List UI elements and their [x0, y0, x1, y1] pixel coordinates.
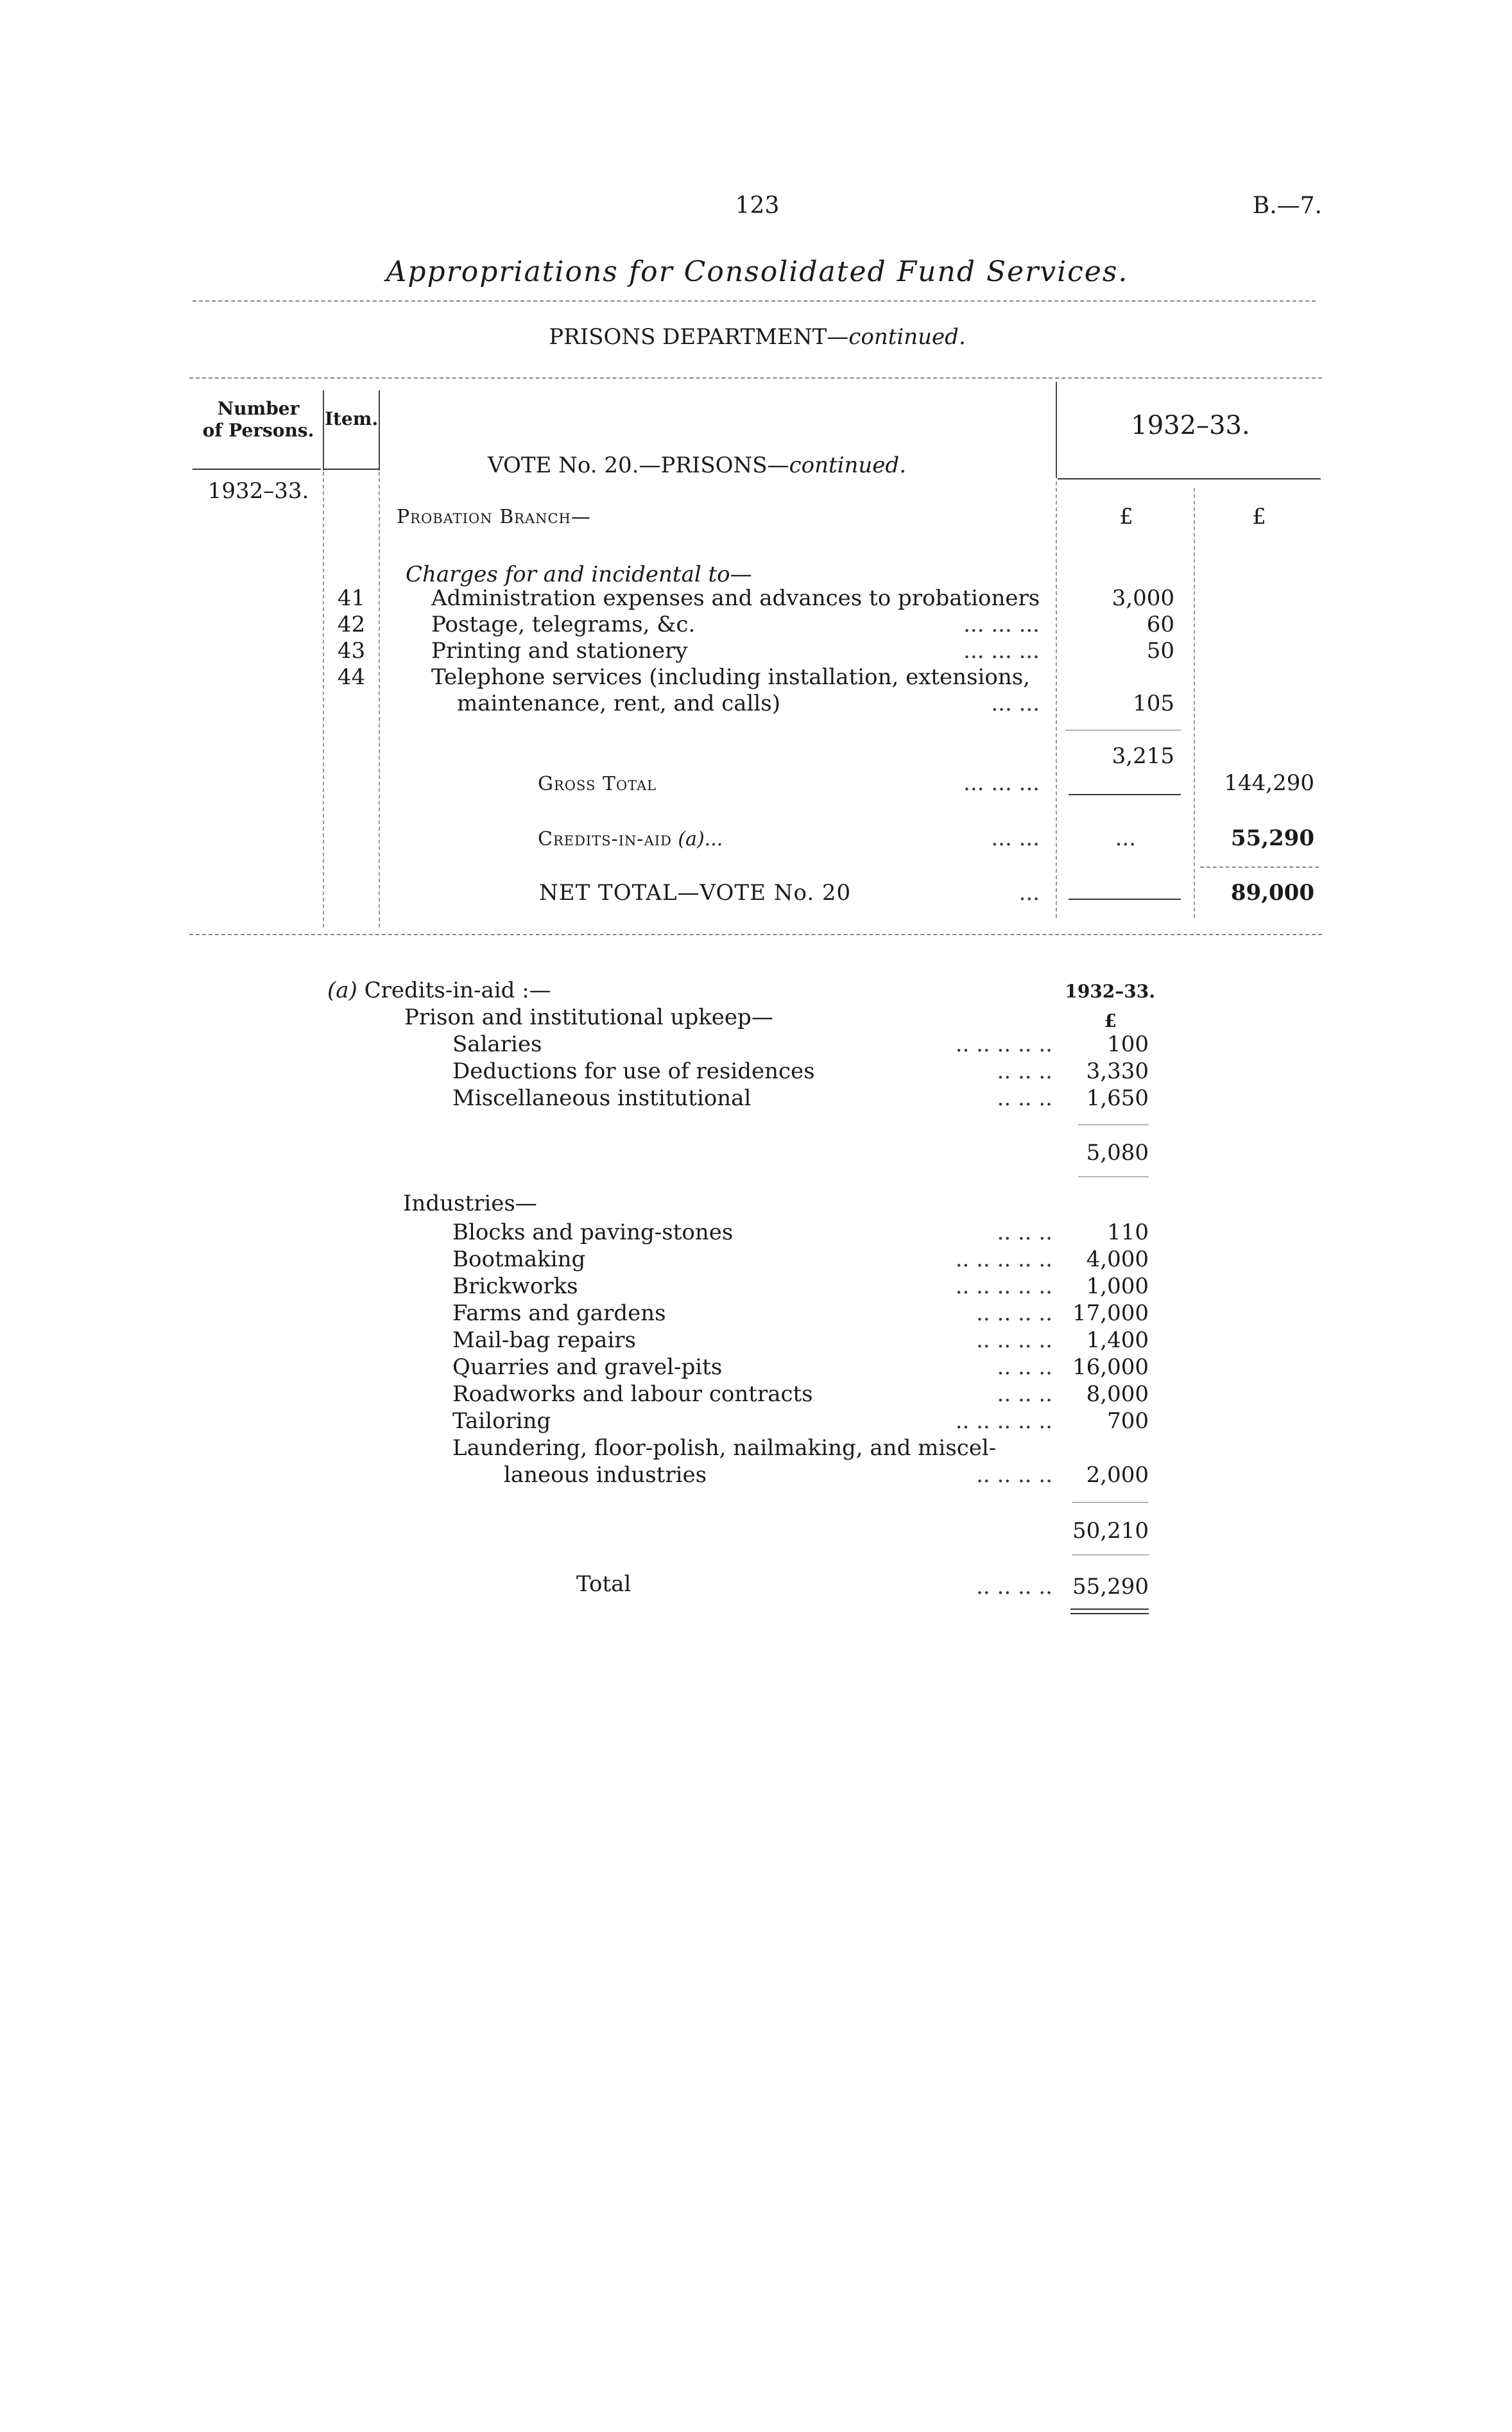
- description-divider-lower: [379, 472, 380, 927]
- department-heading: [385, 324, 1130, 350]
- credits-in-aid: [538, 828, 723, 850]
- amount-column-divider: [1056, 481, 1057, 918]
- upkeep-label: Deductions for use of residences: [452, 1058, 815, 1084]
- department-name: PRISONS DEPARTMENT—: [549, 324, 849, 350]
- number-of-persons-line2: of Persons.: [202, 420, 314, 441]
- branch-title: Probation Branch—: [397, 506, 591, 528]
- industries-total-rule: [1072, 1502, 1149, 1503]
- credits-in-aid-leaders: ... ...: [991, 825, 1040, 851]
- grand-total-amount: 55,290: [1072, 1574, 1149, 1600]
- credits-in-aid-label: Credits-in-aid: [538, 828, 672, 850]
- industry-leaders: .. .. ..: [997, 1354, 1052, 1380]
- item-amount: 60: [1146, 612, 1174, 637]
- item-number: 41: [337, 585, 366, 611]
- upkeep-amount: 3,330: [1086, 1058, 1149, 1084]
- item-header: Item.: [324, 408, 379, 429]
- gross-total-leaders: ... ... ...: [963, 770, 1040, 796]
- industry-amount: 8,000: [1086, 1381, 1149, 1407]
- page-number: 123: [735, 193, 780, 219]
- amount-column-divider-upper: [1056, 382, 1057, 478]
- item-label: Postage, telegrams, &c.: [431, 612, 696, 637]
- industry-amount: 700: [1107, 1408, 1149, 1434]
- industry-label: Laundering, floor-polish, nailmaking, and miscel-: [452, 1435, 997, 1461]
- vote-heading: [488, 453, 906, 478]
- industry-leaders: .. .. .. .. ..: [955, 1408, 1052, 1434]
- title-rule: [193, 300, 1316, 302]
- net-total-label: NET TOTAL—VOTE No. 20: [539, 880, 852, 906]
- charges-heading: Charges for and incidental to—: [406, 562, 752, 587]
- net-total-leaders: ...: [1018, 880, 1040, 906]
- item-label-continued: maintenance, rent, and calls): [457, 691, 780, 716]
- item-leaders: ... ... ...: [963, 638, 1040, 664]
- item-amount: 105: [1133, 691, 1174, 716]
- net-total-amount: 89,000: [1230, 880, 1314, 906]
- document-reference: B.—7.: [1252, 193, 1322, 219]
- number-of-persons-line1: Number: [217, 398, 300, 419]
- industry-leaders: .. .. .. .. ..: [955, 1273, 1052, 1299]
- industry-amount: 1,000: [1086, 1273, 1149, 1299]
- page-title: Appropriations for Consolidated Fund Services.: [386, 255, 1129, 288]
- footnote-pound-sign: £: [1104, 1010, 1117, 1031]
- footnote-title: Credits-in-aid :—: [364, 978, 551, 1003]
- industry-amount: 16,000: [1072, 1354, 1149, 1380]
- footnote-intro: [327, 978, 551, 1003]
- industry-amount: 2,000: [1086, 1462, 1149, 1488]
- vote-title: VOTE No. 20.—PRISONS—: [488, 453, 789, 478]
- item-amount: 3,000: [1112, 585, 1174, 611]
- industry-leaders: .. .. .. ..: [976, 1462, 1052, 1488]
- grand-total-double-rule-1: [1070, 1608, 1149, 1610]
- grand-total-leaders: .. .. .. ..: [976, 1574, 1052, 1600]
- industry-label: Bootmaking: [452, 1246, 586, 1272]
- item-header-rule: [324, 469, 379, 470]
- pound-sign-totals: £: [1252, 504, 1266, 530]
- item-label: Administration expenses and advances to probationers: [431, 585, 1040, 611]
- industry-amount: 110: [1107, 1220, 1149, 1245]
- industries-total: 50,210: [1072, 1518, 1149, 1544]
- year-header-rule: [1058, 478, 1321, 479]
- industry-amount: 1,400: [1086, 1327, 1149, 1353]
- item-number: 44: [337, 664, 366, 690]
- industry-label: Blocks and paving-stones: [452, 1220, 734, 1245]
- industry-leaders: .. .. ..: [997, 1220, 1052, 1245]
- grand-total-label: Total: [576, 1571, 631, 1597]
- table-bottom-rule: [189, 934, 1322, 935]
- upkeep-leaders: .. .. .. .. ..: [955, 1031, 1052, 1057]
- upkeep-leaders: .. .. ..: [997, 1058, 1052, 1084]
- year-header: 1932–33.: [1131, 411, 1250, 440]
- upkeep-label: Miscellaneous institutional: [452, 1085, 752, 1111]
- footnote-ref: (a): [327, 978, 357, 1003]
- gross-total-rule: [1069, 794, 1181, 795]
- pound-sign-items: £: [1119, 504, 1133, 530]
- item-number: 43: [337, 638, 366, 664]
- upkeep-amount: 1,650: [1086, 1085, 1149, 1111]
- table-top-rule: [189, 377, 1322, 379]
- industry-leaders: .. .. .. ..: [976, 1300, 1052, 1326]
- industry-label: Roadworks and labour contracts: [452, 1381, 813, 1407]
- item-column-divider: [323, 390, 324, 470]
- item-label: Telephone services (including installation, extensions,: [431, 664, 1031, 690]
- item-leaders: ... ...: [991, 691, 1040, 716]
- credits-in-aid-items-column: ...: [1115, 825, 1136, 851]
- department-continued: continued.: [848, 324, 966, 350]
- persons-year: 1932–33.: [207, 478, 309, 504]
- upkeep-total: 5,080: [1086, 1140, 1149, 1166]
- grand-total-double-rule-2: [1070, 1613, 1149, 1614]
- item-column-divider-right: [379, 390, 380, 470]
- upkeep-amount: 100: [1107, 1031, 1149, 1057]
- vote-continued: continued.: [789, 453, 906, 478]
- industry-amount: 4,000: [1086, 1246, 1149, 1272]
- industry-amount: 17,000: [1072, 1300, 1149, 1326]
- industry-label: Quarries and gravel-pits: [452, 1354, 723, 1380]
- industry-leaders: .. .. .. ..: [976, 1327, 1052, 1353]
- footnote-year: 1932–33.: [1065, 981, 1155, 1002]
- item-column-divider-lower: [323, 472, 324, 927]
- upkeep-heading: Prison and institutional upkeep—: [404, 1005, 773, 1030]
- subtotal-amount: 3,215: [1112, 743, 1174, 769]
- upkeep-label: Salaries: [452, 1031, 542, 1057]
- industry-label-continued: laneous industries: [504, 1462, 707, 1488]
- item-amount: 50: [1146, 638, 1174, 664]
- item-leaders: ... ... ...: [963, 612, 1040, 637]
- industry-leaders: .. .. ..: [997, 1381, 1052, 1407]
- industry-label: Tailoring: [452, 1408, 551, 1434]
- persons-header-rule: [193, 469, 321, 470]
- total-column-divider: [1194, 488, 1195, 918]
- industry-label: Farms and gardens: [452, 1300, 666, 1326]
- upkeep-leaders: .. .. ..: [997, 1085, 1052, 1111]
- net-total-rule-top: [1200, 867, 1319, 868]
- credits-in-aid-ref: (a)...: [678, 828, 723, 850]
- item-number: 42: [337, 612, 366, 637]
- gross-total-label: Gross Total: [538, 773, 657, 795]
- number-of-persons-header: [196, 398, 321, 442]
- industry-leaders: .. .. .. .. ..: [955, 1246, 1052, 1272]
- industry-label: Brickworks: [452, 1273, 578, 1299]
- net-total-rule: [1069, 899, 1181, 900]
- industries-heading: Industries—: [403, 1191, 537, 1216]
- credits-in-aid-amount: 55,290: [1230, 825, 1314, 851]
- item-label: Printing and stationery: [431, 638, 688, 664]
- gross-total-amount: 144,290: [1224, 770, 1314, 796]
- industry-label: Mail-bag repairs: [452, 1327, 636, 1353]
